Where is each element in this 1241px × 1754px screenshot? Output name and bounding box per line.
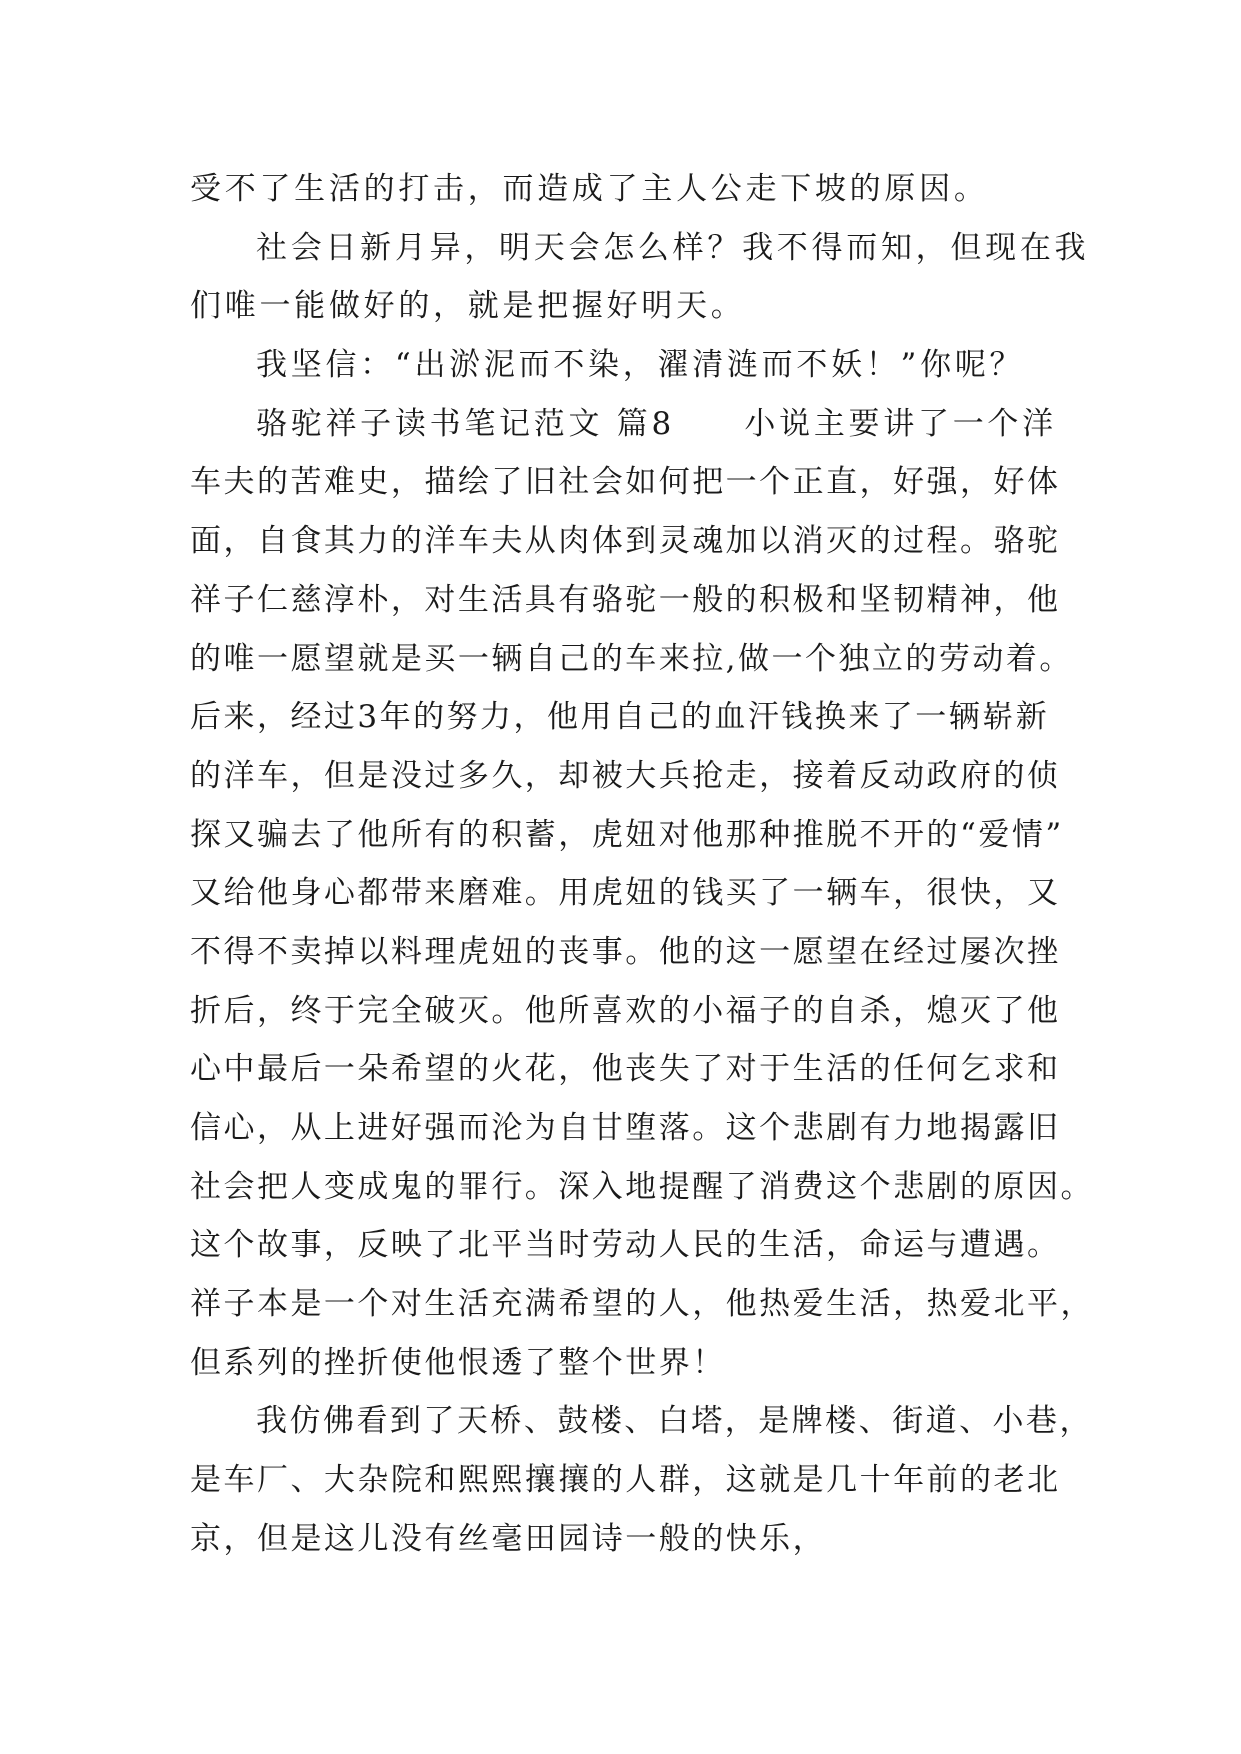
text-line: 折后，终于完全破灭。他所喜欢的小福子的自杀，熄灭了他: [190, 992, 1061, 1029]
text-line: 的洋车，但是没过多久，却被大兵抢走，接着反动政府的侦: [190, 757, 1061, 794]
text-line: 祥子本是一个对生活充满希望的人，他热爱生活，热爱北平，: [190, 1286, 1094, 1323]
text-line: 京，但是这儿没有丝毫田园诗一般的快乐，: [190, 1520, 827, 1557]
text-line: 探又骗去了他所有的积蓄，虎妞对他那种推脱不开的“爱情”: [190, 816, 1064, 853]
text-line: 祥子仁慈淳朴，对生活具有骆驼一般的积极和坚韧精神，他: [190, 581, 1061, 618]
paragraph-start-line: 社会日新月异，明天会怎么样？我不得而知，但现在我: [256, 229, 1090, 266]
text-line: 又给他身心都带来磨难。用虎妞的钱买了一辆车，很快，又: [190, 875, 1061, 912]
text-line: 是车厂、大杂院和熙熙攘攘的人群，这就是几十年前的老北: [190, 1462, 1061, 1499]
text-line: 面，自食其力的洋车夫从肉体到灵魂加以消灭的过程。骆驼: [190, 523, 1061, 560]
document-body: [190, 160, 1094, 1569]
text-line: 心中最后一朵希望的火花，他丧失了对于生活的任何乞求和: [190, 1051, 1061, 1088]
text-line: 不得不卖掉以料理虎妞的丧事。他的这一愿望在经过屡次挫: [190, 933, 1061, 970]
text-line: 受不了生活的打击，而造成了主人公走下坡的原因。: [190, 171, 989, 207]
text-line: 车夫的苦难史，描绘了旧社会如何把一个正直，好强，好体: [190, 464, 1061, 501]
text-line: 们唯一能做好的，就是把握好明天。: [190, 288, 746, 325]
section-heading-line: 骆驼祥子读书笔记范文 篇8 小说主要讲了一个洋: [256, 405, 1057, 442]
paragraph-start-line: 我仿佛看到了天桥、鼓楼、白塔，是牌楼、街道、小巷，: [256, 1403, 1093, 1440]
text-line: 后来，经过3年的努力，他用自己的血汗钱换来了一辆崭新: [190, 699, 1050, 736]
paragraph-start-line: 我坚信：“出淤泥而不染，濯清涟而不妖！”你呢？: [256, 347, 1025, 384]
text-line: 信心，从上进好强而沦为自甘堕落。这个悲剧有力地揭露旧: [190, 1110, 1061, 1146]
text-line: 社会把人变成鬼的罪行。深入地提醒了消费这个悲剧的原因。: [190, 1168, 1094, 1205]
text-line: 的唯一愿望就是买一辆自己的车来拉,做一个独立的劳动着。: [190, 640, 1073, 677]
text-line: 这个故事，反映了北平当时劳动人民的生活，命运与遭遇。: [190, 1227, 1061, 1264]
text-line: 但系列的挫折使他恨透了整个世界！: [190, 1344, 726, 1381]
